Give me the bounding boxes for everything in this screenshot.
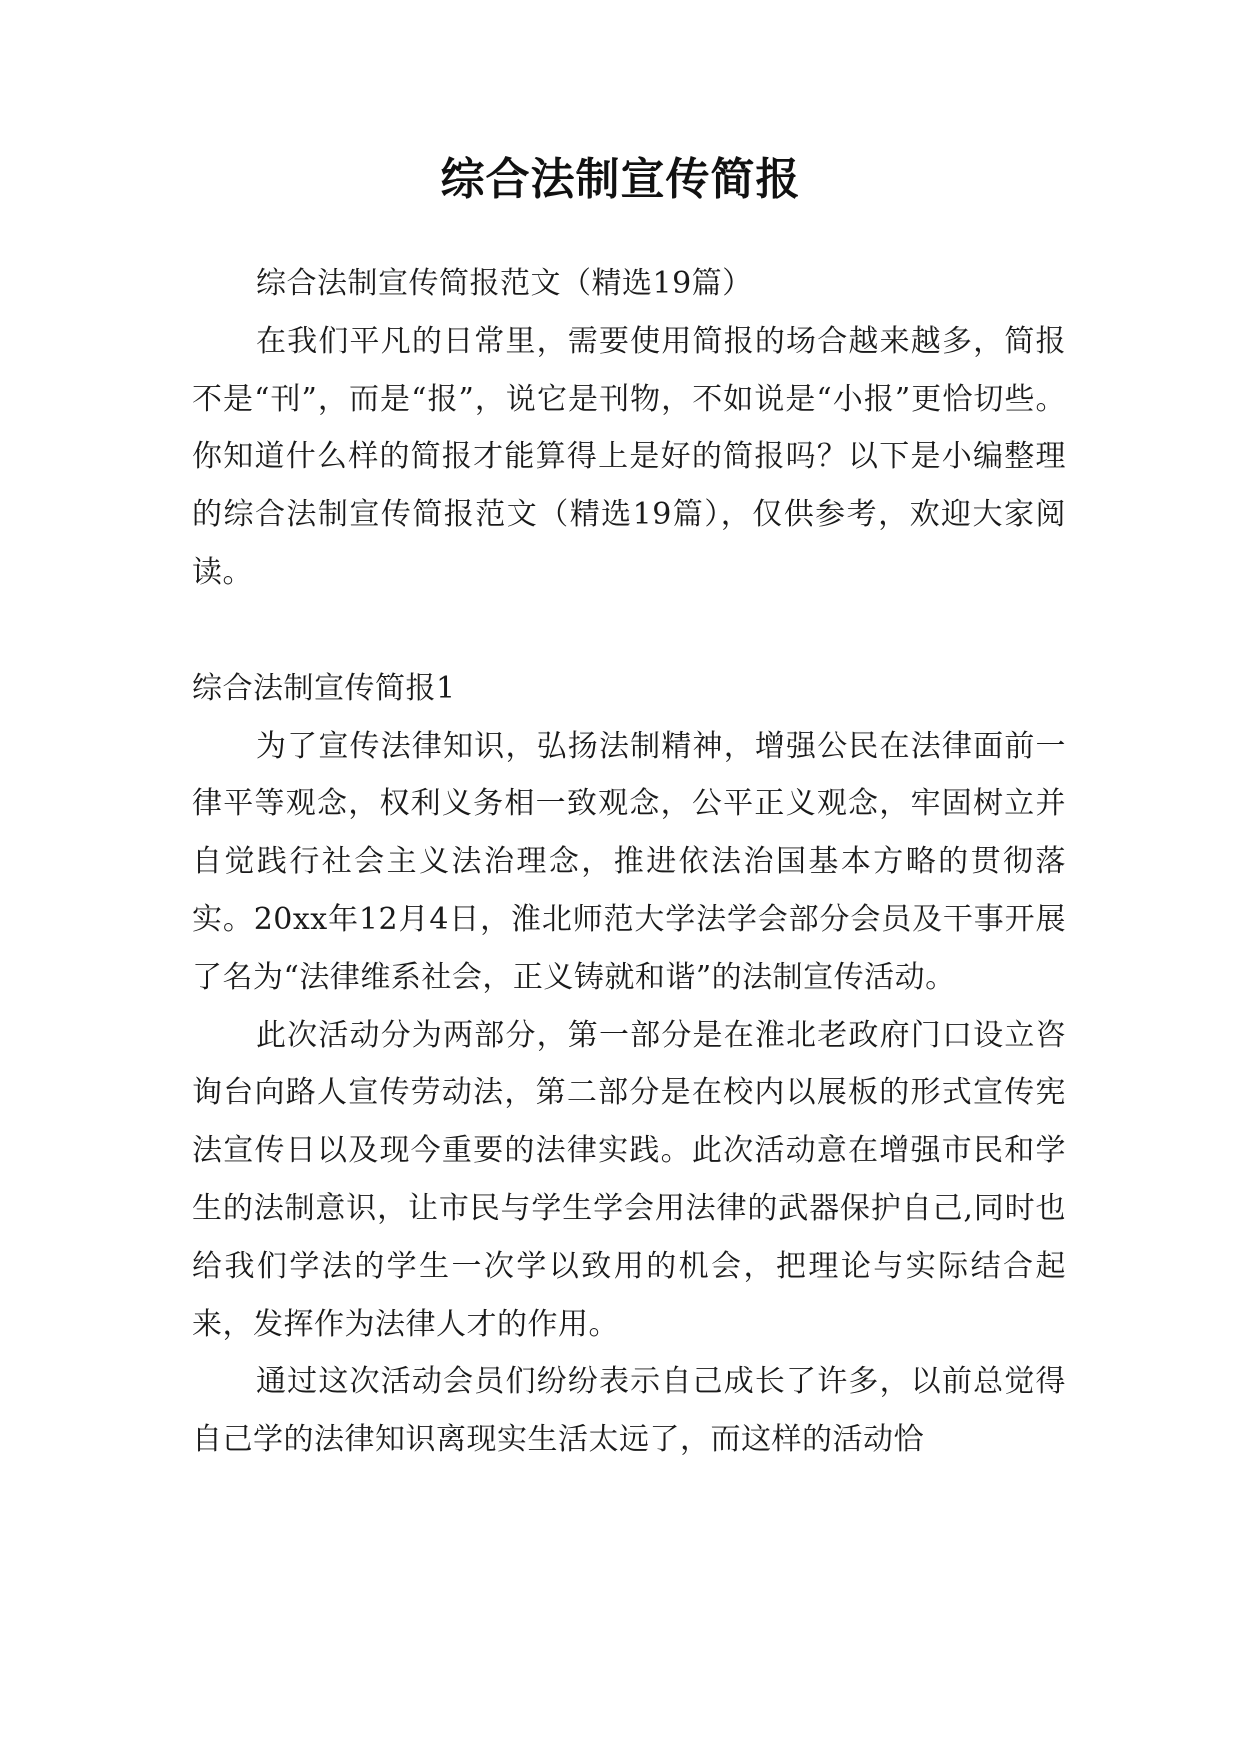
- intro-paragraph: 在我们平凡的日常里，需要使用简报的场合越来越多，简报不是“刊”，而是“报”，说它是刊物，不如说是“小报”更恰切些。你知道什么样的简报才能算得上是好的简报吗？以下是小编整理的综合法制宣传简报范文（精选19篇），仅供参考，欢迎大家阅读。: [192, 323, 1066, 590]
- section-heading: 综合法制宣传简报1: [192, 670, 456, 706]
- document-title: 综合法制宣传简报: [440, 154, 801, 205]
- document-body: [192, 255, 1066, 1469]
- section-spacer: [192, 602, 1066, 660]
- document-subtitle: 综合法制宣传简报范文（精选19篇）: [256, 266, 753, 301]
- body-paragraph-3: 通过这次活动会员们纷纷表示自己成长了许多，以前总觉得自己学的法律知识离现实生活太远了，而这样的活动恰: [192, 1364, 1066, 1458]
- body-paragraph-2: 此次活动分为两部分，第一部分是在淮北老政府门口设立咨询台向路人宣传劳动法，第二部分是在校内以展板的形式宣传宪法宣传日以及现今重要的法律实践。此次活动意在增强市民和学生的法制意识，让市民与学生学会用法律的武器保护自己,同时也给我们学法的学生一次学以致用的机会，把理论与实际结合起来，发挥作为法律人才的作用。: [192, 1017, 1066, 1342]
- body-paragraph-1: 为了宣传法律知识，弘扬法制精神，增强公民在法律面前一律平等观念，权利义务相一致观念，公平正义观念，牢固树立并自觉践行社会主义法治理念，推进依法治国基本方略的贯彻落实。20xx年12月4日，淮北师范大学法学会部分会员及干事开展了名为“法律维系社会，正义铸就和谐”的法制宣传活动。: [192, 728, 1066, 995]
